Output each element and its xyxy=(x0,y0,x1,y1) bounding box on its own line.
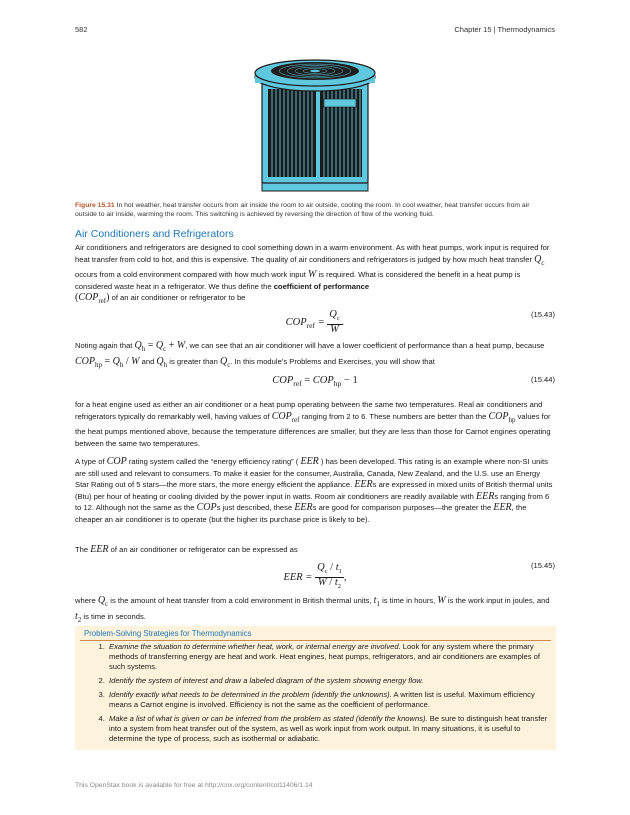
air-conditioner-illustration xyxy=(248,55,382,195)
paragraph-1: Air conditioners and refrigerators are designed to cool something down in a warm environment. As with heat pumps, work input is required for heat transfer from cold to hot, and this is expensive. The quality of air conditioners and refrigerators is judged by how much heat transfer $Q_c$ occurs from a cold environment compared with how much work input W is required. What is considered the benefit in a heat pump is considered waste heat in a refrigerator. We thus define the coefficient of performance $(COP_{ref})$ of an air conditioner or refrigerator to be xyxy=(75,243,550,305)
paragraph-4: A type of COP rating system called the “energy efficiency rating” ( EER ) has been developed. This rating is an example where non-SI units are still used and relevant to consumers. To make it easier for the consumer, Australia, Canada, New Zealand, and the U.S. use an Energy Star Rating out of 5 stars—the more stars, the more energy efficient the appliance. EERs are expressed in mixed units of British thermal units (Btu) per hour of heating or cooling divided by the power input in watts. Room air conditioners are readily available with EERs ranging from 6 to 12. Although not the same as the COPs just described, these EERs are good for comparison purposes—the greater the EER, the cheaper an air conditioner is to operate (but the higher its purchase price is likely to be). xyxy=(75,456,553,524)
paragraph-2: Noting again that $Q_h = Q_c + W$, we can see that an air conditioner will have a lower coefficient of performance than a heat pump, because $COP_{hp} = Q_h / W$ and $Q_h$ is greater than $Q_c$. In this module’s Problems and Exercises, you will show that xyxy=(75,340,545,369)
strategies-box xyxy=(75,626,556,750)
strategy-item: 2. Identify the system of interest and draw a labeled diagram of the system showing energy flow. xyxy=(107,676,548,686)
figure-label: Figure 15.31 xyxy=(75,202,115,209)
strategy-item: 3. Identify exactly what needs to be determined in the problem (identify the unknowns). A written list is useful. Maximum efficiency means a Carnot engine is involved. Efficiency is not the same as the coefficient of performance. xyxy=(107,690,548,710)
equation-15-44: $COP_{ref} = COP_{hp} - 1$ (15.44) xyxy=(272,375,555,389)
paragraph-3: for a heat engine used as either an air conditioner or a heat pump operating between the same two temperatures. Real air conditioners and refrigerators typically do remarkably well, having values of $COP_{ref}$ ranging from 2 to 6. These numbers are better than the $COP_{hp}$ values for the heat pumps mentioned above, because the temperature differences are smaller, but they are less than those for Carnot engines operating between the same two temperatures. xyxy=(75,400,551,448)
strategy-item: 4. Make a list of what is given or can be inferred from the problem as stated (identify the knowns). Be sure to distinguish heat transfer into a system from heat transfer out of the system, as well as work input from work output. In many situations, it is useful to determine the type of process, such as isothermal or adiabatic. xyxy=(107,714,548,744)
equation-number: (15.45) xyxy=(530,561,555,570)
paragraph-5: The EER of an air conditioner or refrigerator can be expressed as xyxy=(75,544,298,555)
strategies-list xyxy=(75,642,556,748)
strategies-divider xyxy=(80,640,551,641)
page-number: 582 xyxy=(75,25,88,34)
figure-caption-text: In hot weather, heat transfer occurs from air inside the room to air outside, cooling the room. In cool weather, heat transfer occurs from air outside to air inside, warming the room. This switching is achieved by reversing the direction of flow of the working fluid. xyxy=(75,202,530,218)
equation-15-45: EER = $\frac{Q_c / t_1}{W / t_2}$ , (15.45) xyxy=(283,561,555,591)
paragraph-6: where $Q_c$ is the amount of heat transfer from a cold environment in British thermal units, $t_1$ is time in hours, W is the work input in joules, and $t_2$ is time in seconds. xyxy=(75,595,550,624)
equation-number: (15.43) xyxy=(530,310,555,319)
equation-15-43: $COP_{ref}$ = $\frac{Q_c}{W}$ . (15.43) xyxy=(285,309,555,336)
equation-number: (15.44) xyxy=(530,375,555,384)
section-title: Air Conditioners and Refrigerators xyxy=(75,228,234,240)
strategy-item: 1. Examine the situation to determine whether heat, work, or internal energy are involved. Look for any system where the primary methods of transferring energy are heat and work. Heat engines, heat pumps, refrigerators, and air conditioners are examples of such systems. xyxy=(107,642,548,672)
footer-note: This OpenStax book is available for free at http://cnx.org/content/col11406/1.14 xyxy=(75,782,313,789)
figure-caption xyxy=(75,201,553,219)
chapter-header: Chapter 15 | Thermodynamics xyxy=(454,25,555,34)
strategies-title: Problem-Solving Strategies for Thermodynamics xyxy=(84,629,252,638)
